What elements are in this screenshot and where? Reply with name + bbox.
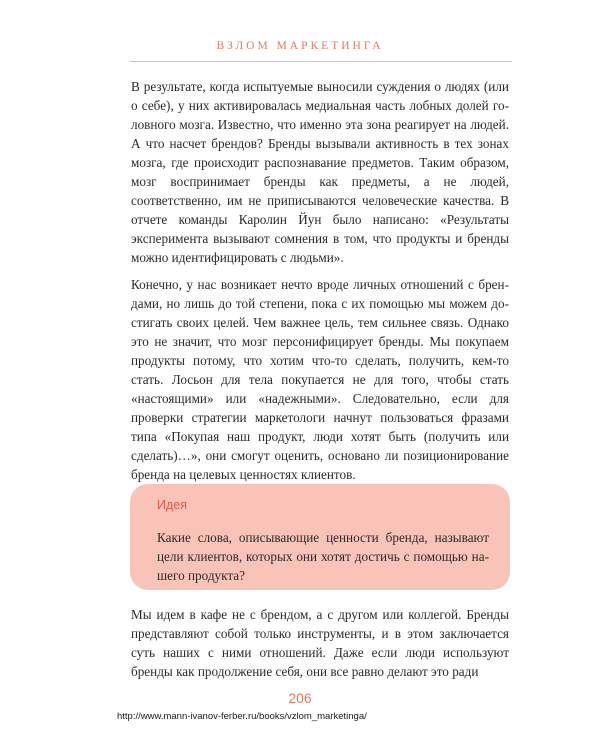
page-number: 206: [288, 690, 312, 706]
header-divider: [130, 61, 512, 62]
idea-callout-text: Какие слова, описывающие ценности бренда, называют цели клиентов, которых они хотят достичь с помощью нашего продукта?: [157, 530, 489, 583]
source-url-link[interactable]: http://www.mann-ivanov-ferber.ru/books/vzlom_marketinga/: [117, 711, 367, 722]
idea-callout-title: Идея: [157, 498, 187, 512]
body-paragraph-1: В результате, когда испытуемые выносили суждения о людях (или о себе), у них активировалась медиальная часть лобных долей головного мозга. Известно, что именно эта зона реагирует на людей. А что насчет брендов? Бренды вызывали активность в тех зонах мозга, где происходит распознавание предметов. Таким образом, мозг воспринимает бренды как предметы, а не людей, соответственно, им не приписываются человеческие качества. В отчете команды Каролин Йун было написано: «Результаты эксперимента вызывают сомнения в том, что продукты и бренды можно идентифицировать с людьми».: [131, 79, 509, 265]
body-paragraph-3: Мы идем в кафе не с брендом, а с другом или коллегой. Бренды представляют собой только инструменты, и в этом заключается суть наших с ними отношений. Даже если люди используют бренды как продолжение себя, они все равно делают это ради: [131, 607, 509, 679]
running-head-title: ВЗЛОМ МАРКЕТИНГА: [216, 40, 384, 52]
idea-callout-box: [130, 484, 510, 590]
body-paragraph-2: Конечно, у нас возникает нечто вроде личных отношений с брендами, но лишь до той степени, пока с их помощью мы можем достигать своих целей. Чем важнее цель, тем сильнее связь. Однако это не значит, что мозг персонифицирует бренды. Мы покупаем продукты потому, что хотим что-то сделать, получить, кем-то стать. Лосьон для тела покупается не для того, чтобы стать «настоящими» или «надежными». Следовательно, если для проверки стратегии маркетологи начнут пользоваться фразами типа «Покупая наш продукт, люди хотят быть (получить или сделать)…», они смогут оценить, основано ли позиционирование бренда на целевых ценностях клиентов.: [131, 277, 509, 482]
